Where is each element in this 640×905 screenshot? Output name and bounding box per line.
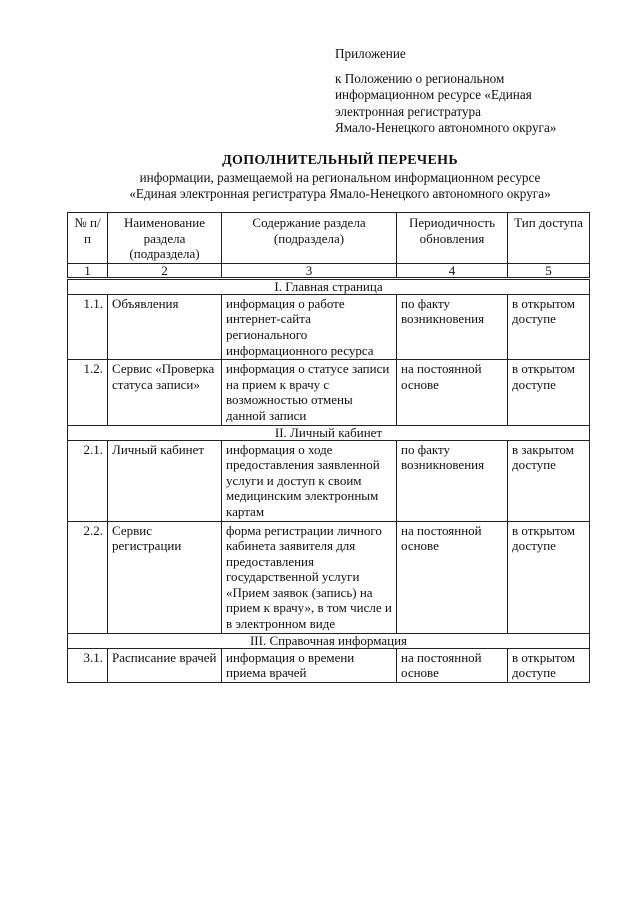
document-subtitle: информации, размещаемой на региональном информационном ресурсе bbox=[139, 170, 541, 185]
column-number: 3 bbox=[222, 263, 397, 278]
row-content: информация о работе интернет-сайта регионального информационного ресурса bbox=[222, 294, 397, 359]
column-header-content: Содержание раздела (подраздела) bbox=[222, 213, 397, 264]
row-access: в открытом доступе bbox=[508, 648, 590, 682]
row-content: информация о статусе записи на прием к врачу с возможностью отмены данной записи bbox=[222, 360, 397, 425]
appendix-block bbox=[335, 46, 630, 137]
row-period: на постоянной основе bbox=[397, 648, 508, 682]
section-title: II. Личный кабинет bbox=[68, 425, 590, 440]
table-row bbox=[68, 294, 590, 359]
row-number: 2.1. bbox=[68, 440, 108, 521]
document-subtitle: «Единая электронная регистратура Ямало-Ненецкого автономного округа» bbox=[129, 186, 551, 201]
row-name: Сервис регистрации bbox=[108, 521, 222, 633]
row-name: Объявления bbox=[108, 294, 222, 359]
table-header-row bbox=[68, 213, 590, 264]
column-numbers-row bbox=[68, 263, 590, 278]
row-number: 1.1. bbox=[68, 294, 108, 359]
column-number: 2 bbox=[108, 263, 222, 278]
column-header-number: № п/п bbox=[68, 213, 108, 264]
appendix-label: Приложение bbox=[335, 46, 406, 61]
row-period: на постоянной основе bbox=[397, 360, 508, 425]
row-name: Расписание врачей bbox=[108, 648, 222, 682]
info-table bbox=[67, 212, 590, 683]
column-header-period: Периодичность обновления bbox=[397, 213, 508, 264]
row-period: по факту возникновения bbox=[397, 440, 508, 521]
section-title: III. Справочная информация bbox=[68, 633, 590, 648]
table-row bbox=[68, 360, 590, 425]
row-period: по факту возникновения bbox=[397, 294, 508, 359]
row-number: 1.2. bbox=[68, 360, 108, 425]
appendix-line: к Положению о региональном bbox=[335, 70, 505, 86]
document-heading bbox=[60, 152, 620, 202]
section-row bbox=[68, 425, 590, 440]
section-row bbox=[68, 278, 590, 294]
row-access: в открытом доступе bbox=[508, 294, 590, 359]
row-number: 3.1. bbox=[68, 648, 108, 682]
column-number: 4 bbox=[397, 263, 508, 278]
appendix-line: электронная регистратура bbox=[335, 103, 481, 119]
section-row bbox=[68, 633, 590, 648]
table-row bbox=[68, 521, 590, 633]
row-content: форма регистрации личного кабинета заявителя для предоставления государственной услуги «Прием заявок (запись) на прием к врачу», в том числе и в электронном виде bbox=[222, 521, 397, 633]
row-content: информация о ходе предоставления заявленной услуги и доступ к своим медицинским электронным картам bbox=[222, 440, 397, 521]
column-header-name: Наименование раздела (подраздела) bbox=[108, 213, 222, 264]
row-access: в открытом доступе bbox=[508, 521, 590, 633]
row-number: 2.2. bbox=[68, 521, 108, 633]
row-access: в открытом доступе bbox=[508, 360, 590, 425]
table-row bbox=[68, 440, 590, 521]
row-content: информация о времени приема врачей bbox=[222, 648, 397, 682]
section-title: I. Главная страница bbox=[68, 278, 590, 294]
row-name: Сервис «Проверка статуса записи» bbox=[108, 360, 222, 425]
table-row bbox=[68, 648, 590, 682]
column-number: 5 bbox=[508, 263, 590, 278]
appendix-line: Ямало-Ненецкого автономного округа» bbox=[335, 120, 557, 135]
document-title: ДОПОЛНИТЕЛЬНЫЙ ПЕРЕЧЕНЬ bbox=[222, 153, 458, 168]
row-name: Личный кабинет bbox=[108, 440, 222, 521]
row-access: в закрытом доступе bbox=[508, 440, 590, 521]
column-number: 1 bbox=[68, 263, 108, 278]
appendix-line: информационном ресурсе «Единая bbox=[335, 87, 532, 102]
column-header-access: Тип доступа bbox=[508, 213, 590, 264]
row-period: на постоянной основе bbox=[397, 521, 508, 633]
